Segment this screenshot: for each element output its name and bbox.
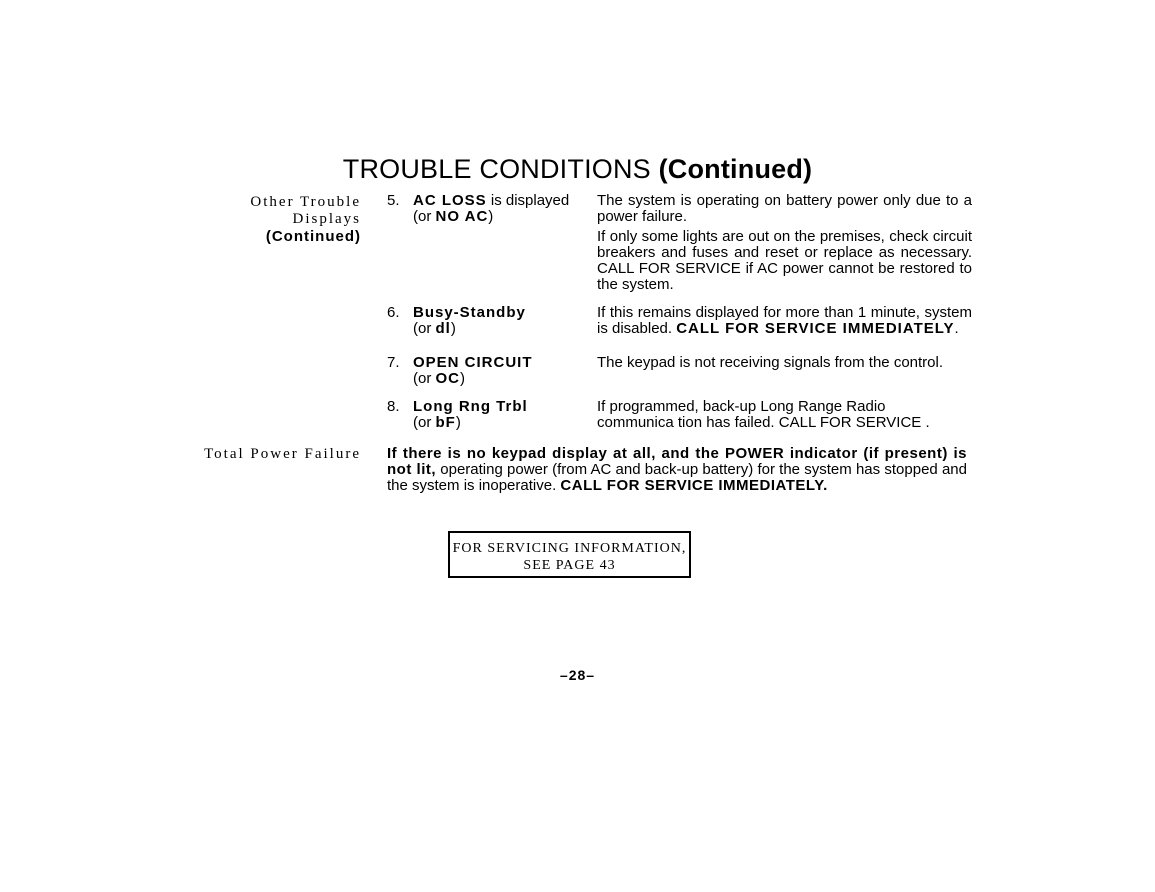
side-label-continued: (Continued) <box>265 228 361 245</box>
item-name <box>413 193 569 225</box>
item-description: The keypad is not receiving signals from the control. <box>597 354 944 371</box>
item-number: 5. <box>387 192 400 209</box>
alt-prefix: (or <box>413 320 436 337</box>
servicing-info-line: FOR SERVICING INFORMATION, <box>452 541 687 556</box>
description-end: . <box>954 320 959 337</box>
alt-suffix: ) <box>460 370 465 387</box>
servicing-info-line: SEE PAGE 43 <box>523 558 616 573</box>
alt-suffix: ) <box>450 320 456 337</box>
item-name-suffix: is displayed <box>486 192 570 209</box>
description-paragraph: If only some lights are out on the premises, check circuit breakers and fuses and reset or replace as necessary. CALL FOR SERVICE if AC power cannot be restored to the system. <box>597 228 972 293</box>
item-code: AC LOSS <box>413 192 487 209</box>
item-description <box>597 193 972 293</box>
item-code: OPEN CIRCUIT <box>413 354 533 371</box>
servicing-info-box <box>448 531 691 578</box>
side-label-other-trouble <box>250 194 361 246</box>
description-paragraph: The system is operating on battery power only due to a power failure. <box>597 192 972 225</box>
item-alt-code: OC <box>435 370 460 387</box>
title-suffix: (Continued) <box>658 154 813 184</box>
total-power-failure-text <box>387 446 967 494</box>
item-alt-code: bF <box>435 414 456 431</box>
tpf-bold-intro: If there is no keypad display at all, and the POWER indicator (if present) is not lit, <box>387 445 967 478</box>
item-alt-code: dl <box>435 320 451 337</box>
description-bold: CALL FOR SERVICE IMMEDIATELY <box>676 320 955 337</box>
item-code: Long Rng Trbl <box>413 398 528 415</box>
item-name <box>413 399 528 431</box>
page-title <box>0 153 1155 185</box>
alt-prefix: (or <box>413 370 436 387</box>
description-text: If this remains displayed for more than 1 minute, system is disabled. <box>597 304 972 337</box>
side-label-total-power: Total Power Failure <box>204 446 361 462</box>
side-label-line <box>250 228 361 246</box>
alt-prefix: (or <box>413 414 436 431</box>
item-number: 8. <box>387 398 400 415</box>
tpf-bold-end: CALL FOR SERVICE IMMEDIATELY. <box>560 477 828 494</box>
item-code: Busy-Standby <box>413 304 526 321</box>
item-name <box>413 355 533 387</box>
item-number: 7. <box>387 354 400 371</box>
side-label-line: Displays <box>292 211 361 227</box>
item-description: If programmed, back-up Long Range Radio communica tion has failed. CALL FOR SERVICE . <box>597 398 930 431</box>
alt-suffix: ) <box>488 208 494 225</box>
item-description <box>597 305 972 337</box>
item-alt-code: NO AC <box>435 208 489 225</box>
alt-suffix: ) <box>455 414 461 431</box>
side-label-line: Other Trouble <box>250 194 361 210</box>
title-main: TROUBLE CONDITIONS <box>342 154 651 184</box>
page-number: –28– <box>559 667 596 683</box>
alt-prefix: (or <box>413 208 436 225</box>
item-number: 6. <box>387 304 400 321</box>
tpf-text: operating power (from AC and back-up battery) for the system has stopped and the system is inoperative. <box>387 461 967 494</box>
item-name <box>413 305 526 337</box>
